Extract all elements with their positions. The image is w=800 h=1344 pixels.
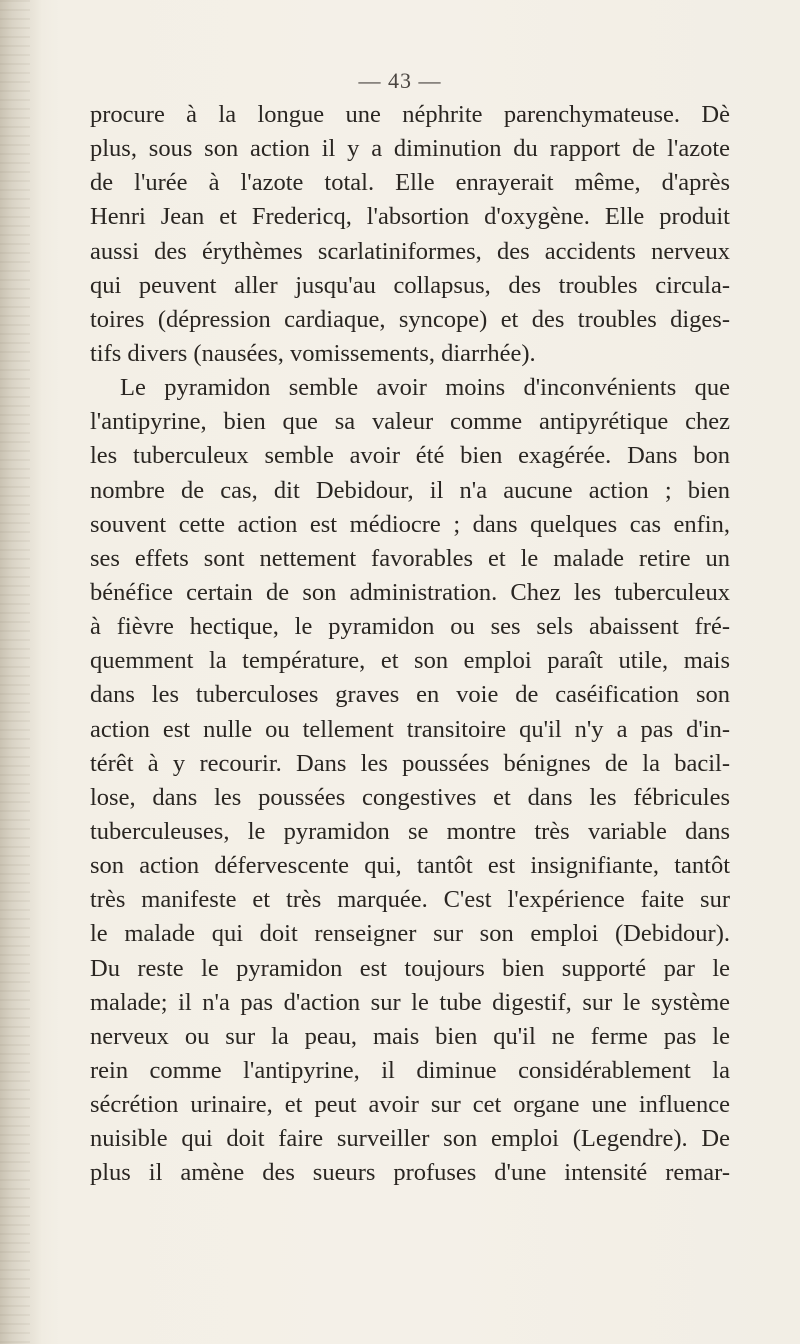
text-line: sécrétion urinaire, et peut avoir sur cet organe une influence	[90, 1091, 730, 1119]
text-line: térêt à y recourir. Dans les poussées bénignes de la bacil-	[90, 749, 730, 777]
text-line: ses effets sont nettement favorables et le malade retire un	[90, 544, 730, 572]
text-line: souvent cette action est médiocre ; dans quelques cas enfin,	[90, 510, 730, 538]
text-line: tuberculeuses, le pyramidon se montre très variable dans	[90, 817, 730, 845]
text-line: malade; il n'a pas d'action sur le tube digestif, sur le système	[90, 988, 730, 1016]
text-line: très manifeste et très marquée. C'est l'expérience faite sur	[90, 886, 730, 914]
text-line: bénéfice certain de son administration. Chez les tuberculeux	[90, 578, 730, 606]
text-line: Du reste le pyramidon est toujours bien supporté par le	[90, 954, 730, 982]
binding-edge	[0, 0, 30, 1344]
text-line: procure à la longue une néphrite parenchymateuse. Dè	[90, 101, 730, 128]
text-line: Le pyramidon semble avoir moins d'inconvénients que	[120, 374, 730, 402]
text-line: dans les tuberculoses graves en voie de caséification son	[90, 681, 730, 709]
text-line: à fièvre hectique, le pyramidon ou ses sels abaissent fré-	[90, 613, 730, 641]
text-line: le malade qui doit renseigner sur son emploi (Debidour).	[90, 920, 730, 948]
text-line: qui peuvent aller jusqu'au collapsus, des troubles circula-	[90, 271, 730, 299]
text-line: tifs divers (nausées, vomissements, diarrhée).	[90, 339, 536, 367]
text-line: lose, dans les poussées congestives et dans les fébricules	[90, 783, 730, 811]
text-line: aussi des érythèmes scarlatiniformes, des accidents nerveux	[90, 237, 730, 265]
text-line: de l'urée à l'azote total. Elle enrayerait même, d'après	[90, 169, 730, 197]
text-line: plus, sous son action il y a diminution du rapport de l'azote	[90, 135, 730, 163]
text-line: toires (dépression cardiaque, syncope) et des troubles diges-	[90, 305, 730, 333]
text-line: nuisible qui doit faire surveiller son emploi (Legendre). De	[90, 1125, 730, 1153]
body-text	[90, 98, 730, 1191]
text-line: quemment la température, et son emploi paraît utile, mais	[90, 647, 730, 675]
text-line: l'antipyrine, bien que sa valeur comme antipyrétique chez	[90, 408, 730, 436]
page-number: — 43 —	[358, 68, 442, 93]
text-line: nerveux ou sur la peau, mais bien qu'il ne ferme pas le	[90, 1022, 730, 1050]
text-line: son action défervescente qui, tantôt est insignifiante, tantôt	[90, 852, 730, 880]
text-line: action est nulle ou tellement transitoire qu'il n'y a pas d'in-	[90, 715, 730, 743]
text-line: plus il amène des sueurs profuses d'une intensité remar-	[90, 1159, 730, 1187]
text-line: nombre de cas, dit Debidour, il n'a aucune action ; bien	[90, 476, 730, 504]
text-line: Henri Jean et Fredericq, l'absortion d'oxygène. Elle produit	[90, 203, 730, 231]
text-line: rein comme l'antipyrine, il diminue considérablement la	[90, 1056, 730, 1084]
text-line: les tuberculeux semble avoir été bien exagérée. Dans bon	[90, 442, 730, 470]
